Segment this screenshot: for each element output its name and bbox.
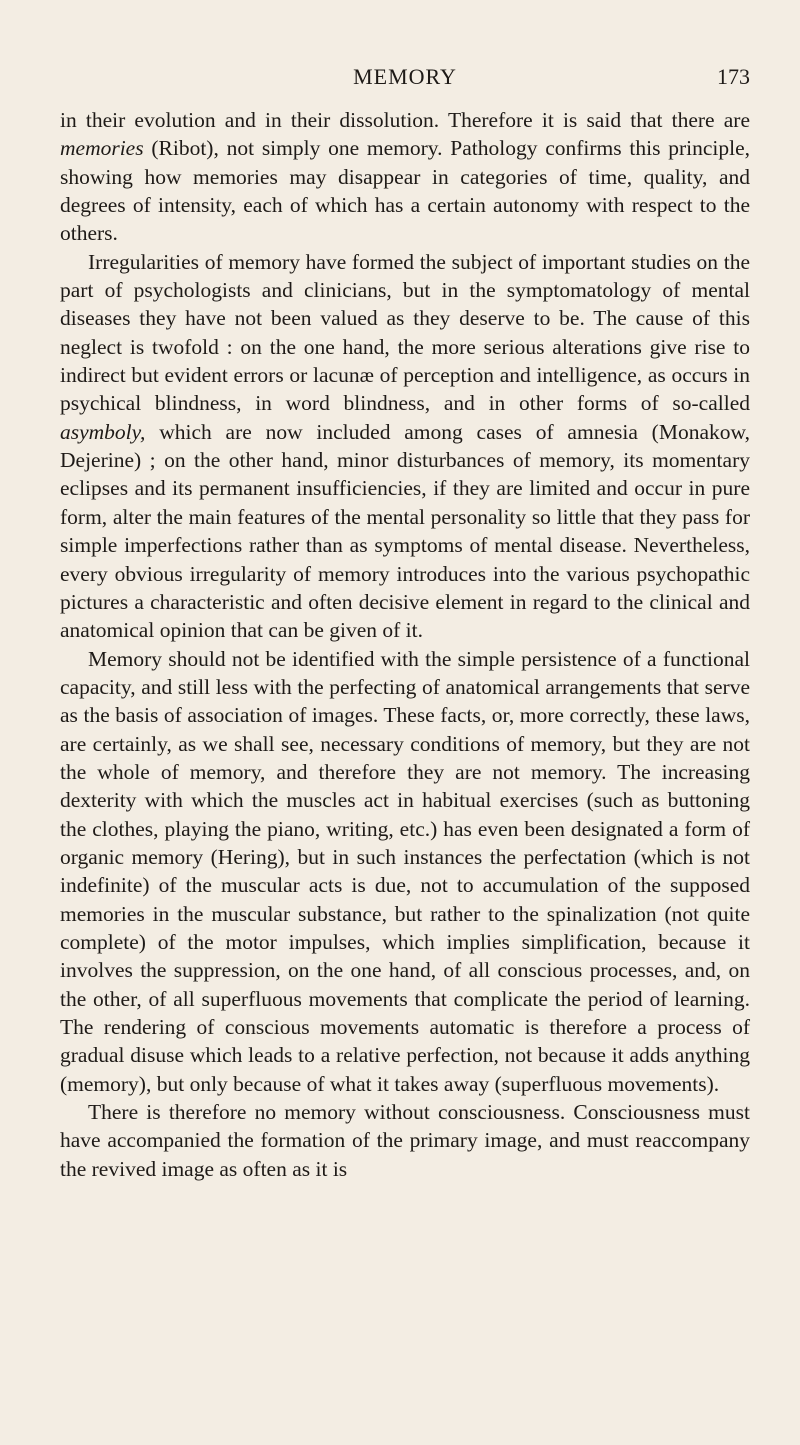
text-run: Irregularities of memory have formed the subject of important studies on the part of psychologists and clinicians, but in the symptomatology of mental diseases they have not been valued as they deserve to be. The cause of this neglect is twofold : on the one hand, the more serious alterations give rise to indirect but evident errors or lacunæ of perception and intelligence, as occurs in psychical blindness, in word blindness, and in other forms of so-called [60,249,750,416]
paragraph [60,248,750,645]
italic-term: asymboly, [60,419,146,444]
paragraph [60,1098,750,1183]
text-run: which are now included among cases of amnesia (Monakow, Dejerine) ; on the other hand, minor disturbances of memory, its momentary eclipses and its permanent insufficiencies, if they are limited and occur in pure form, alter the main features of the mental personality so little that they pass for simple imperfections rather than as symptoms of mental disease. Nevertheless, every obvious irregularity of memory introduces into the various psychopathic pictures a characteristic and often decisive element in regard to the clinical and anatomical opinion that can be given of it. [60,419,750,643]
running-head [60,60,750,94]
italic-term: memories [60,136,144,161]
text-run: There is therefore no memory without consciousness. Consciousness must have accompanied the formation of the primary image, and must reaccompany the revived image as often as it is [60,1100,750,1181]
paragraph [60,645,750,1099]
running-title: MEMORY [353,64,457,89]
text-run: (Ribot), not simply one memory. Pathology confirms this principle, showing how memories may disappear in categories of time, quality, and degrees of intensity, each of which has a certain autonomy with respect to the others. [60,136,750,246]
page-number: 173 [717,64,750,89]
text-run: in their evolution and in their dissolution. Therefore it is said that there are [60,108,750,132]
body-text [60,106,750,1183]
text-run: Memory should not be identified with the simple persistence of a functional capacity, and still less with the perfecting of anatomical arrangements that serve as the basis of association of images. These facts, or, more correctly, these laws, are certainly, as we shall see, necessary conditions of memory, but they are not the whole of memory, and therefore they are not memory. The increasing dexterity with which the muscles act in habitual exercises (such as buttoning the clothes, playing the piano, writing, etc.) has even been designated a form of organic memory (Hering), but in such instances the perfectation (which is not indefinite) of the muscular acts is due, not to accumulation of the supposed memories in the muscular substance, but rather to the spinalization (not quite complete) of the motor impulses, which implies simplification, because it involves the suppression, on the one hand, of all conscious processes, and, on the other, of all superfluous movements that complicate the period of learning. The rendering of conscious movements automatic is therefore a process of gradual disuse which leads to a relative perfection, not because it adds anything (memory), but only because of what it takes away (superfluous movements). [60,646,750,1096]
paragraph-continuation [60,106,750,248]
